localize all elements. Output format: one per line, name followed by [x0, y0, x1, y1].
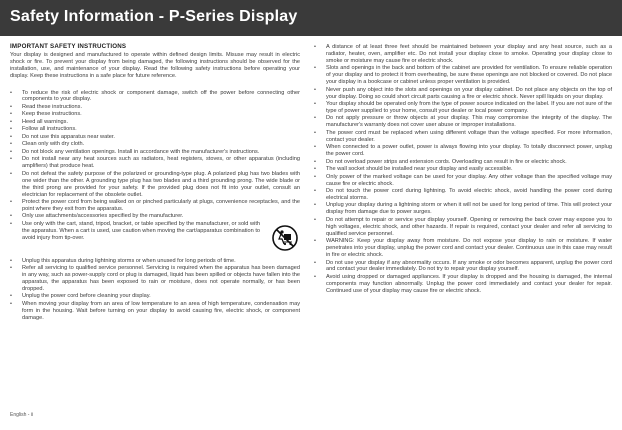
cart-tip-over-warning-icon [272, 225, 298, 251]
left-column [10, 44, 300, 322]
intro-paragraph: Your display is designed and manufactured to operate within defined design limits. Misuse may result in electric shock or fire. To prevent your display from being damaged, the following instructions should be observed for the installation, use, and maintenance of your display. Read the following safety instructions before operating your display. Keep these instructions in a safe place for future reference. [10, 51, 300, 79]
list-item: • Your display should be operated only from the type of power source indicated on the label. If you are not sure of the type of power supplied to your home, consult your dealer or local power company. [314, 101, 612, 115]
list-item: • Do not block any ventilation openings. Install in accordance with the manufacturer's instructions. [10, 149, 300, 156]
list-item: • Do not touch the power cord during lightning. To avoid electric shock, avoid handling the power cord during electrical storms. [314, 188, 612, 202]
list-item: • Unplug this apparatus during lightning storms or when unused for long periods of time. [10, 258, 300, 265]
list-item: • Do not use your display if any abnormality occurs. If any smoke or odor becomes apparent, unplug the power cord and contact your dealer immediately. Do not try to repair your display yourself. [314, 260, 612, 274]
section-title: IMPORTANT SAFETY INSTRUCTIONS [10, 43, 127, 50]
list-item: • Read these instructions. [10, 104, 300, 111]
list-item: • Do not install near any heat sources such as radiators, heat registers, stoves, or other apparatus (including amplifiers) that produce heat. [10, 156, 300, 170]
list-item: • The power cord must be replaced when using different voltage than the voltage specified. For more information, contact your dealer. [314, 130, 612, 144]
list-item: • The wall socket should be installed near your display and easily accessible. [314, 166, 612, 173]
list-item: • Do not overload power strips and extension cords. Overloading can result in fire or electric shock. [314, 159, 612, 166]
list-item: • Protect the power cord from being walked on or pinched particularly at plugs, convenience receptacles, and the point where they exit from the apparatus. [10, 199, 300, 213]
right-column [314, 44, 612, 295]
list-item: • Only use attachments/accessories specified by the manufacturer. [10, 213, 300, 220]
list-item: • Unplug your display during a lightning storm or when it will not be used for long period of time. This will protect your display from damage due to power surges. [314, 202, 612, 216]
list-item: • A distance of at least three feet should be maintained between your display and any heat source, such as a radiator, heater, oven, amplifier etc. Do not install your display close to smoke. Operating your display close to smoke or moisture may cause fire or electric shock. [314, 44, 612, 65]
list-item: • Do not attempt to repair or service your display yourself. Opening or removing the back cover may expose you to high voltages, electric shock, and other hazards. If repair is required, contact your dealer and refer all servicing to qualified service personnel. [314, 217, 612, 238]
list-item: • Unplug the power cord before cleaning your display. [10, 293, 300, 300]
list-item: • When connected to a power outlet, power is always flowing into your display. To totally disconnect power, unplug the power cord. [314, 144, 612, 158]
page-header [0, 0, 622, 36]
list-item: • Do not use this apparatus near water. [10, 134, 300, 141]
cart-item-text: Use only with the cart, stand, tripod, bracket, or table specified by the manufacturer, or sold with the apparatus. When a cart is used, use caution when moving the cart/apparatus combination to avoid injury from tip-over. [22, 220, 260, 241]
left-instruction-list [10, 90, 300, 322]
list-item: • Refer all servicing to qualified service personnel. Servicing is required when the apparatus has been damaged in any way, such as power-supply cord or plug is damaged, liquid has been spilled or objects have fallen into the apparatus, the apparatus has been exposed to rain or moisture, does not operate normally, or has been dropped. [10, 265, 300, 293]
right-instruction-list [314, 44, 612, 295]
list-item: • Only power of the marked voltage can be used for your display. Any other voltage than the specified voltage may cause fire or electric shock. [314, 174, 612, 188]
list-item: • Slots and openings in the back and bottom of the cabinet are provided for ventilation. To ensure reliable operation of your display and to protect it from overheating, be sure these openings are not blocked or covered. Do not place your display in a bookcase or cabinet unless proper ventilation is provided. [314, 65, 612, 86]
list-item: • Avoid using dropped or damaged appliances. If your display is dropped and the housing is damaged, the internal components may function abnormally. Unplug the power cord immediately and contact your dealer for repair. Continued use of your display may cause fire or electric shock. [314, 274, 612, 295]
list-item: • Keep these instructions. [10, 111, 300, 118]
list-item: • Heed all warnings. [10, 119, 300, 126]
list-item: • When moving your display from an area of low temperature to an area of high temperature, condensation may form in the housing. Wait before turning on your display to avoid causing fire, electric shock, or component damage. [10, 301, 300, 322]
page-number: English - ii [10, 412, 34, 418]
list-item: • Do not apply pressure or throw objects at your display. This may compromise the integrity of the display. The manufacturer's warranty does not cover user abuse or improper installations. [314, 115, 612, 129]
page-title: Safety Information - P-Series Display [10, 8, 298, 25]
list-item: • To reduce the risk of electric shock or component damage, switch off the power before connecting other components to your display. [10, 90, 300, 104]
list-item: • Follow all instructions. [10, 126, 300, 133]
list-item: • Clean only with dry cloth. [10, 141, 300, 148]
list-item: • WARNING: Keep your display away from moisture. Do not expose your display to rain or moisture. If water penetrates into your display, unplug the power cord and contact your dealer. Continuous use in this case may result in fire or electric shock. [314, 238, 612, 259]
list-item: • Never push any object into the slots and openings on your display cabinet. Do not place any objects on the top of your display. Doing so could short circuit parts causing a fire or electric shock. Never spill liquids on your display. [314, 87, 612, 101]
list-item-cart [10, 221, 300, 257]
list-item: • Do not defeat the safety purpose of the polarized or grounding-type plug. A polarized plug has two blades with one wider than the other. A grounding type plug has two blades and a third grounding prong. The wide blade or the third prong are provided for your safety. If the provided plug does not fit into your outlet, consult an electrician for replacement of the obsolete outlet. [10, 171, 300, 199]
